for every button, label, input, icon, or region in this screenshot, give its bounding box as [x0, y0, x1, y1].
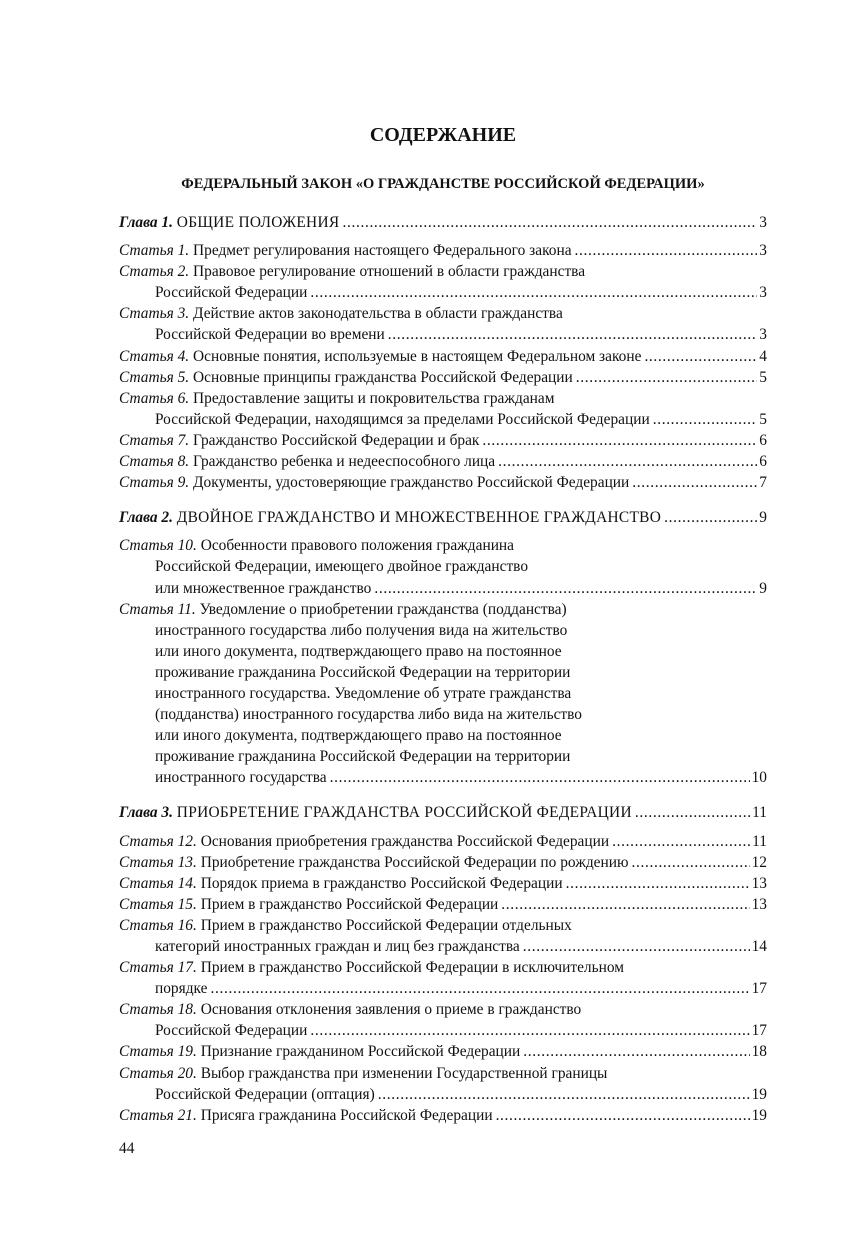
page-number: 44 [119, 1140, 135, 1157]
chapter-label: Глава 2. [119, 509, 173, 527]
toc-article-18[interactable] [119, 999, 767, 1041]
toc-chapter-2[interactable] [119, 507, 767, 528]
article-title-cont: проживание гражданина Российской Федерации на территории [155, 748, 571, 766]
toc-article-19[interactable] [119, 1041, 767, 1062]
article-title: Признание гражданином Российской Федерации [200, 1043, 521, 1061]
table-of-contents [119, 212, 767, 1140]
page-ref: 10 [751, 769, 767, 787]
dot-leader [342, 212, 757, 233]
article-label: Статья 12. [119, 832, 197, 850]
dot-leader [653, 409, 758, 430]
article-title-cont: или множественное гражданство [155, 579, 372, 597]
article-title-cont: иностранного государства [155, 769, 327, 787]
article-title: Прием в гражданство Российской Федерации отдельных [200, 916, 572, 934]
toc-title: СОДЕРЖАНИЕ [369, 124, 517, 146]
toc-article-21[interactable] [119, 1105, 767, 1126]
toc-chapter-1[interactable] [119, 212, 767, 233]
article-title: Документы, удостоверяющие гражданство Российской Федерации [193, 474, 630, 492]
dot-leader [632, 472, 757, 493]
page-ref: 18 [751, 1043, 767, 1061]
article-title: Основные принципы гражданства Российской Федерации [193, 368, 573, 386]
page-ref: 5 [759, 368, 767, 386]
dot-leader [310, 1020, 749, 1041]
dot-leader [644, 346, 757, 367]
toc-article-14[interactable] [119, 873, 767, 894]
article-title-cont: Российской Федерации во времени [155, 326, 385, 344]
toc-article-3[interactable] [119, 303, 767, 345]
article-title: Правовое регулирование отношений в области гражданства [193, 263, 586, 281]
chapter-title: ПРИОБРЕТЕНИЕ ГРАЖДАНСТВА РОССИЙСКОЙ ФЕДЕРАЦИИ [176, 804, 632, 822]
law-title: ФЕДЕРАЛЬНЫЙ ЗАКОН «О ГРАЖДАНСТВЕ РОССИЙСКОЙ ФЕДЕРАЦИИ» [181, 176, 705, 192]
dot-leader [612, 831, 750, 852]
toc-article-16[interactable] [119, 915, 767, 957]
page-ref: 6 [759, 453, 767, 471]
article-label: Статья 8. [119, 453, 190, 471]
article-title: Основания отклонения заявления о приеме в гражданство [200, 1001, 582, 1019]
page-ref: 14 [751, 938, 767, 955]
page-ref: 17 [751, 1022, 767, 1040]
article-label: Статья 20. [119, 1064, 197, 1082]
document-page [119, 0, 767, 1241]
article-title-cont: или иного документа, подтверждающего право на постоянное [155, 642, 562, 660]
toc-chapter-3[interactable] [119, 802, 767, 823]
article-title-cont: проживание гражданина Российской Федерации на территории [155, 663, 571, 681]
chapter-label: Глава 1. [119, 214, 173, 231]
toc-article-2[interactable] [119, 261, 767, 303]
page-ref: 3 [759, 214, 767, 231]
toc-article-10[interactable] [119, 535, 767, 598]
article-label: Статья 15. [119, 895, 197, 913]
toc-section-chapter-1 [119, 212, 767, 493]
page-ref: 13 [751, 874, 767, 892]
article-title: Порядок приема в гражданство Российской Федерации [200, 874, 563, 892]
dot-leader [523, 1041, 749, 1062]
dot-leader [576, 367, 758, 388]
dot-leader [374, 578, 757, 599]
dot-leader [330, 767, 750, 788]
article-title: Особенности правового положения гражданина [200, 537, 515, 555]
page-ref: 4 [759, 347, 767, 365]
article-title: Предоставление защиты и покровительства гражданам [193, 389, 555, 407]
dot-leader [482, 430, 757, 451]
toc-article-15[interactable] [119, 894, 767, 915]
article-title-cont: Российской Федерации, находящимся за пределами Российской Федерации [155, 410, 650, 428]
page-ref: 3 [759, 326, 767, 344]
chapter-title: ДВОЙНОЕ ГРАЖДАНСТВО И МНОЖЕСТВЕННОЕ ГРАЖДАНСТВО [176, 509, 662, 527]
page-ref: 3 [759, 242, 767, 260]
toc-article-12[interactable] [119, 831, 767, 852]
dot-leader [210, 978, 749, 999]
article-label: Статья 11. [119, 600, 196, 618]
article-title: Основания приобретения гражданства Российской Федерации [200, 832, 610, 850]
article-label: Статья 6. [119, 389, 190, 407]
article-title-cont: Российской Федерации [155, 284, 308, 302]
article-title-cont: категорий иностранных граждан и лиц без гражданства [155, 938, 520, 955]
article-label: Статья 5. [119, 368, 190, 386]
dot-leader [575, 240, 758, 261]
dot-leader [498, 451, 757, 472]
dot-leader [664, 507, 757, 528]
article-title-cont: или иного документа, подтверждающего право на постоянное [155, 727, 562, 745]
article-title: Основные понятия, используемые в настоящем Федеральном законе [193, 347, 642, 365]
dot-leader [496, 1105, 750, 1126]
article-label: Статья 3. [119, 305, 190, 323]
article-title-cont: Российской Федерации (оптация) [155, 1085, 375, 1103]
article-title-cont: иностранного государства либо получения вида на жительство [155, 621, 568, 639]
article-title: Уведомление о приобретении гражданства (подданства) [199, 600, 567, 618]
chapter-label: Глава 3. [119, 804, 173, 822]
article-title: Гражданство ребенка и недееспособного лица [193, 453, 496, 471]
toc-article-13[interactable] [119, 852, 767, 873]
dot-leader [378, 1084, 750, 1105]
dot-leader [631, 852, 749, 873]
article-title-cont: порядке [155, 980, 208, 998]
toc-article-20[interactable] [119, 1063, 767, 1105]
dot-leader [310, 282, 757, 303]
toc-section-chapter-2 [119, 507, 767, 788]
article-title: Приобретение гражданства Российской Федерации по рождению [200, 853, 629, 871]
article-title-cont: (подданства) иностранного государства либо вида на жительство [155, 706, 583, 724]
article-label: Статья 4. [119, 347, 190, 365]
toc-article-8[interactable] [119, 451, 767, 472]
page-ref: 11 [752, 832, 767, 850]
dot-leader [566, 873, 750, 894]
article-label: Статья 9. [119, 474, 190, 492]
article-label: Статья 13. [119, 853, 197, 871]
page-ref: 13 [751, 895, 767, 913]
article-label: Статья 14. [119, 874, 197, 892]
page-ref: 11 [752, 804, 767, 822]
article-title: Предмет регулирования настоящего Федерального закона [193, 242, 572, 260]
article-label: Статья 1. [119, 242, 190, 260]
article-title: Присяга гражданина Российской Федерации [200, 1106, 493, 1124]
dot-leader [635, 802, 750, 823]
article-label: Статья 18. [119, 1001, 197, 1019]
page-ref: 3 [759, 284, 767, 302]
article-title: Гражданство Российской Федерации и брак [193, 431, 480, 449]
dot-leader [523, 936, 750, 957]
article-label: Статья 21. [119, 1106, 197, 1124]
article-title-cont: Российской Федерации [155, 1022, 308, 1040]
page-ref: 12 [751, 853, 767, 871]
toc-article-17[interactable] [119, 957, 767, 999]
toc-article-1[interactable] [119, 240, 767, 261]
article-label: Статья 2. [119, 263, 190, 281]
page-ref: 19 [751, 1085, 767, 1103]
article-title: Прием в гражданство Российской Федерации [200, 895, 499, 913]
dot-leader [388, 324, 758, 345]
toc-section-chapter-3 [119, 802, 767, 1125]
chapter-title: ОБЩИЕ ПОЛОЖЕНИЯ [176, 214, 340, 231]
article-label: Статья 19. [119, 1043, 197, 1061]
toc-article-11[interactable] [119, 599, 767, 789]
article-label: Статья 7. [119, 431, 190, 449]
toc-article-4[interactable] [119, 346, 767, 367]
page-ref: 9 [759, 509, 767, 527]
dot-leader [501, 894, 749, 915]
article-title-cont: иностранного государства. Уведомление об утрате гражданства [155, 684, 572, 702]
page-ref: 9 [759, 579, 767, 597]
article-label: Статья 17. [119, 959, 197, 977]
toc-article-5[interactable] [119, 367, 767, 388]
toc-article-6[interactable] [119, 388, 767, 430]
page-ref: 17 [751, 980, 767, 998]
article-title: Действие актов законодательства в области гражданства [193, 305, 563, 323]
article-title-cont: Российской Федерации, имеющего двойное гражданство [155, 558, 529, 576]
page-ref: 19 [751, 1106, 767, 1124]
page-ref: 6 [759, 431, 767, 449]
article-label: Статья 16. [119, 916, 197, 934]
article-title: Прием в гражданство Российской Федерации в исключительном [200, 959, 625, 977]
toc-article-9[interactable] [119, 472, 767, 493]
page-ref: 5 [759, 410, 767, 428]
article-title: Выбор гражданства при изменении Государственной границы [200, 1064, 608, 1082]
article-label: Статья 10. [119, 537, 197, 555]
toc-article-7[interactable] [119, 430, 767, 451]
page-ref: 7 [759, 474, 767, 492]
